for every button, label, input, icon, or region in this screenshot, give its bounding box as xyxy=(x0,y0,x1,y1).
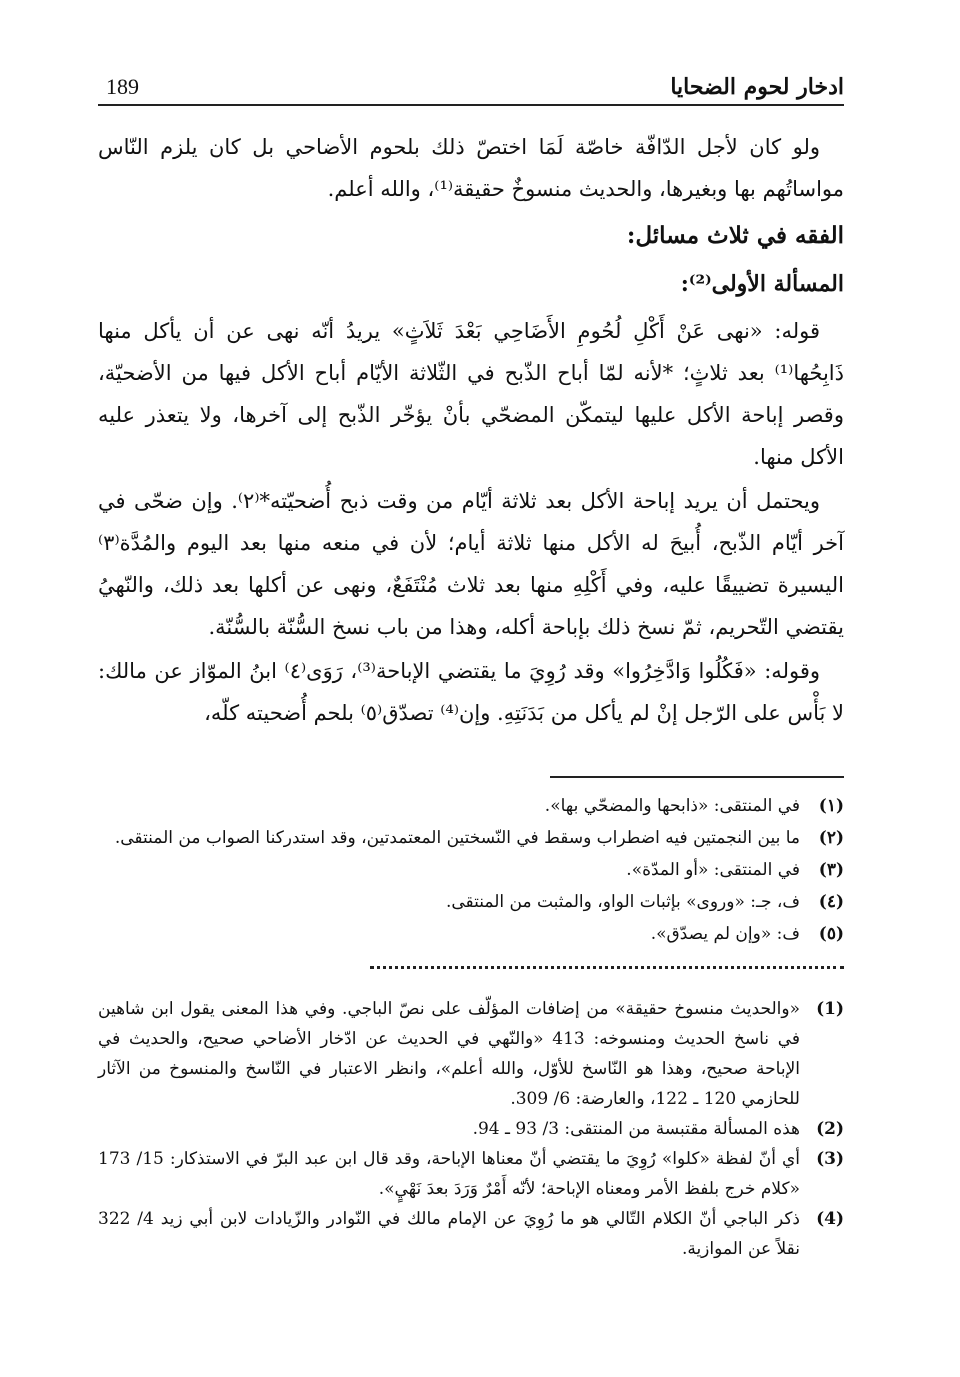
commentary-footnotes xyxy=(98,994,844,1264)
footnote-text: ذكر الباجي أنّ الكلام التّالي هو ما رُوِيَ عن الإمام مالك في النّوادر والزّيادات لابن أبي زيد 4/ 322 نقلاً عن الموازية. xyxy=(98,1209,800,1259)
footnote-number: (٤) xyxy=(818,892,844,912)
footnote-item xyxy=(98,994,844,1114)
footnote-text: ف: «وإن لم يصدّق». xyxy=(650,924,800,944)
footnote-text: في المنتقى: «ذابحها والمضحّي بها». xyxy=(544,796,800,816)
footnote-text: ما بين النجمتين فيه اضطراب وسقط في النّسختين المعتمدتين، وقد استدركنا الصواب من المنتقى. xyxy=(114,828,800,848)
footnote-item xyxy=(98,886,844,918)
paragraph-4: وقوله: «فَكُلُوا وَادَّخِرُوا» وقد رُوِيَ ما يقتضي الإباحة⁽³⁾، رَوَى⁽٤⁾ ابنُ الموّاز عن مالك: لا بَأْس على الرّجل إنْ لم يأكل من بَدَنَتِهِ. وإن⁽⁴⁾ تصدّق⁽٥⁾ بلحم أُضحيته كلّه، xyxy=(98,659,844,725)
footnote-number: (٥) xyxy=(818,924,844,944)
footnote-text: هذه المسألة مقتبسة من المنتقى: 3/ 93 ـ 94. xyxy=(472,1119,800,1139)
footnote-item xyxy=(98,1114,844,1144)
footnote-number: (4) xyxy=(816,1209,844,1229)
editor-footnotes xyxy=(98,790,844,950)
footnote-rule xyxy=(550,776,844,778)
book-page xyxy=(98,0,844,1377)
header-rule xyxy=(98,104,844,106)
paragraph-2: قوله: «نهى عَنْ أَكْلِ لُحُومِ الأَضَاحِي بَعْدَ ثَلاَثٍ» يريدُ أنّه نهى عن أن يأكل منها ذَابِحُها⁽¹⁾ بعد ثلاثٍ؛ *لأنه لمّا أباح الذّبح في الثّلاثة الأيّام أباح الأكل فيها من الأضحيّة، وقصر إباحة الأكل عليها ليتمكّن المضحّي بأنْ يؤخّر الذّبح إلى آخرها، ولا يتعذر عليه الأكل منها. xyxy=(98,319,844,469)
footnote-text: «والحديث منسوخ حقيقة» من إضافات المؤلّف على نصّ الباجي. وفي هذا المعنى يقول ابن شاهين في ناسخ الحديث ومنسوخه: 413 «والنّهي في الحديث عن ادّخار الأضاحي صحيح، والحديث في الإباحة صحيح، وهذا هو النّاسخ للأوّل، والله أعلم»، وانظر الاعتبار في النّاسخ والمنسوخ من الآثار للحازمي 120 ـ 122، والعارضة: 6/ 309. xyxy=(98,999,800,1109)
footnote-number: (٢) xyxy=(818,828,844,848)
running-title: ادخار لحوم الضحايا xyxy=(670,74,844,100)
footnote-number: (١) xyxy=(818,796,844,816)
page-number: 189 xyxy=(106,74,139,99)
paragraph-3: ويحتمل أن يريد إباحة الأكل بعد ثلاثة أيّام من وقت ذبح أُضحيّته*⁽٢⁾. وإن ضحّى في آخر أيّام الذّبح، أُبيحَ له الأكل منها ثلاثة أيام؛ لأن في منعه منها بعد اليوم والمُدَّة⁽٣⁾ اليسيرة تضييقًا عليه، وفي أَكْلِهِ منها بعد ثلاث مُنْتَفَعٌ، ونهى عن أكلها بعد ذلك، والنّهيُ يقتضي التّحريم، ثمّ نسخ ذلك بإباحة أكله، وهذا من باب نسخ السُّنّة بالسُّنّة. xyxy=(98,489,844,639)
footnote-text: ف، جـ: «وروى» بإثبات الواو، والمثبت من المنتقى. xyxy=(445,892,800,912)
footnote-number: (2) xyxy=(816,1119,844,1139)
footnote-item xyxy=(98,1204,844,1264)
footnote-item xyxy=(98,822,844,854)
main-text xyxy=(98,126,844,736)
footnote-number: (٣) xyxy=(818,860,844,880)
footnote-text: أي أنّ لفظة «كلوا» رُوِيَ ما يقتضي أنّ معناها الإباحة، وقد قال ابن عبد البرّ في الاستذكار: 15/ 173 «كلام خرج بلفظ الأمر ومعناه الإباحة؛ لأنّه أَمْرٌ وَرَدَ بعدَ نَهْيٍ». xyxy=(98,1149,801,1199)
dotted-separator xyxy=(370,966,844,969)
footnote-item xyxy=(98,918,844,950)
footnote-item xyxy=(98,1144,844,1204)
footnote-item xyxy=(98,854,844,886)
running-header xyxy=(98,64,844,102)
paragraph-1: ولو كان لأجل الدّافّة خاصّة لَمَا اختصّ ذلك بلحوم الأضاحي بل كان يلزم النّاس مواساتُهم بها وبغيرها، والحديث منسوخٌ حقيقة⁽¹⁾، والله أعلم. xyxy=(98,135,844,201)
footnote-text: في المنتقى: «أو المدّة». xyxy=(626,860,800,880)
subsection-heading: المسألة الأولى⁽²⁾: xyxy=(680,271,844,297)
section-heading: الفقه في ثلاث مسائل: xyxy=(626,222,844,249)
footnote-number: (1) xyxy=(816,999,844,1019)
footnote-item xyxy=(98,790,844,822)
footnote-number: (3) xyxy=(816,1149,844,1169)
